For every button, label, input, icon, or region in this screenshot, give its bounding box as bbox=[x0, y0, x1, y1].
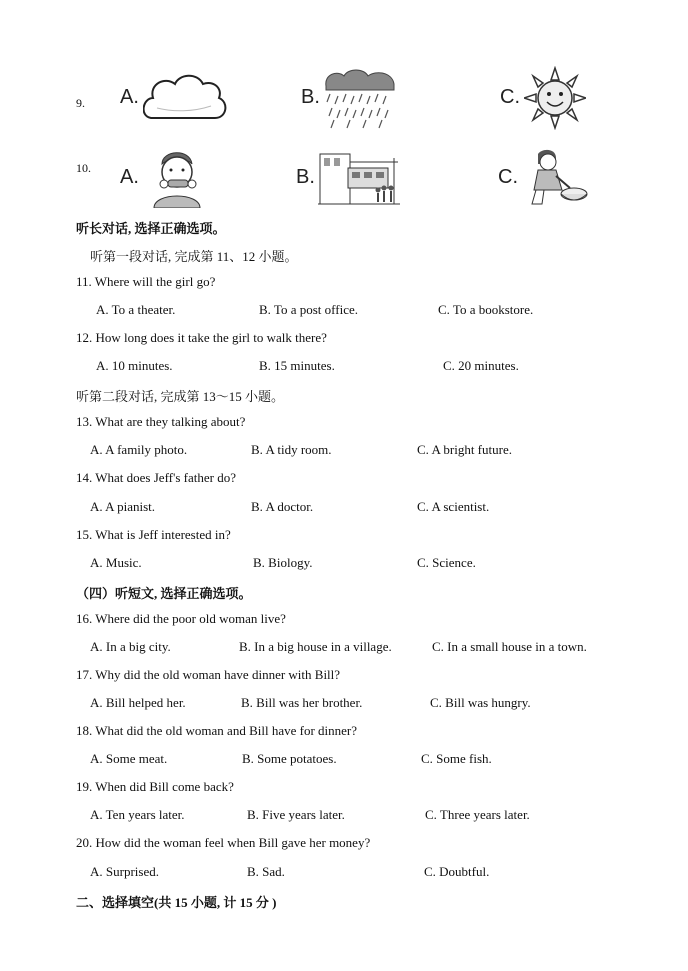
option-a: A. To a theater. bbox=[96, 302, 176, 317]
option-a: A. In a big city. bbox=[90, 639, 171, 654]
question-text: 19. When did Bill come back? bbox=[76, 779, 234, 794]
question-number: 9. bbox=[76, 96, 85, 110]
option-c: C. A bright future. bbox=[417, 442, 512, 457]
question-number: 10. bbox=[76, 161, 91, 175]
option-label: B. bbox=[296, 166, 315, 188]
rain-icon bbox=[324, 68, 396, 130]
option-c: C. Science. bbox=[417, 555, 476, 570]
option-b: B. A tidy room. bbox=[251, 442, 332, 457]
option-label: B. bbox=[301, 86, 320, 108]
option-b: B. In a big house in a village. bbox=[239, 639, 392, 654]
cloud-icon bbox=[143, 72, 227, 126]
girl-washing-icon bbox=[526, 148, 588, 208]
option-b: B. Bill was her brother. bbox=[241, 695, 363, 710]
sun-icon bbox=[524, 66, 586, 130]
part-heading: 二、选择填空(共 15 小题, 计 15 分 ) bbox=[76, 895, 277, 910]
option-c: C. Bill was hungry. bbox=[430, 695, 531, 710]
option-label: A. bbox=[120, 86, 139, 108]
option-label: A. bbox=[120, 166, 139, 188]
option-a: A. Music. bbox=[90, 555, 142, 570]
section-heading: （四）听短文, 选择正确选项。 bbox=[76, 586, 252, 601]
dialogue-intro: 听第二段对话, 完成第 13～15 小题。 bbox=[76, 389, 285, 404]
option-b: B. 15 minutes. bbox=[259, 358, 335, 373]
option-a: A. Surprised. bbox=[90, 864, 159, 879]
option-b: B. A doctor. bbox=[251, 499, 314, 514]
station-icon bbox=[318, 150, 400, 208]
section-heading: 听长对话, 选择正确选项。 bbox=[76, 221, 226, 236]
option-c: C. To a bookstore. bbox=[438, 302, 534, 317]
question-text: 11. Where will the girl go? bbox=[76, 274, 216, 289]
option-c: C. 20 minutes. bbox=[443, 358, 519, 373]
option-c: C. Three years later. bbox=[425, 807, 530, 822]
option-a: A. Some meat. bbox=[90, 751, 168, 766]
option-a: A. A family photo. bbox=[90, 442, 188, 457]
boy-eating-icon bbox=[146, 146, 208, 208]
question-text: 16. Where did the poor old woman live? bbox=[76, 611, 286, 626]
option-c: C. Doubtful. bbox=[424, 864, 490, 879]
question-text: 12. How long does it take the girl to walk there? bbox=[76, 330, 327, 345]
option-a: A. 10 minutes. bbox=[96, 358, 173, 373]
question-text: 17. Why did the old woman have dinner with Bill? bbox=[76, 667, 341, 682]
option-c: C. Some fish. bbox=[421, 751, 492, 766]
question-text: 18. What did the old woman and Bill have for dinner? bbox=[76, 723, 357, 738]
option-b: B. To a post office. bbox=[259, 302, 358, 317]
option-b: B. Five years later. bbox=[247, 807, 345, 822]
option-a: A. Bill helped her. bbox=[90, 695, 186, 710]
question-text: 13. What are they talking about? bbox=[76, 414, 246, 429]
dialogue-intro: 听第一段对话, 完成第 11、12 小题。 bbox=[90, 249, 298, 264]
option-label: C. bbox=[500, 86, 520, 108]
option-a: A. A pianist. bbox=[90, 499, 156, 514]
option-b: B. Some potatoes. bbox=[242, 751, 337, 766]
question-text: 15. What is Jeff interested in? bbox=[76, 527, 231, 542]
option-c: C. In a small house in a town. bbox=[432, 639, 587, 654]
question-text: 14. What does Jeff's father do? bbox=[76, 470, 236, 485]
option-c: C. A scientist. bbox=[417, 499, 490, 514]
option-b: B. Sad. bbox=[247, 864, 285, 879]
option-a: A. Ten years later. bbox=[90, 807, 185, 822]
option-label: C. bbox=[498, 166, 518, 188]
question-text: 20. How did the woman feel when Bill gave her money? bbox=[76, 835, 371, 850]
option-b: B. Biology. bbox=[253, 555, 313, 570]
